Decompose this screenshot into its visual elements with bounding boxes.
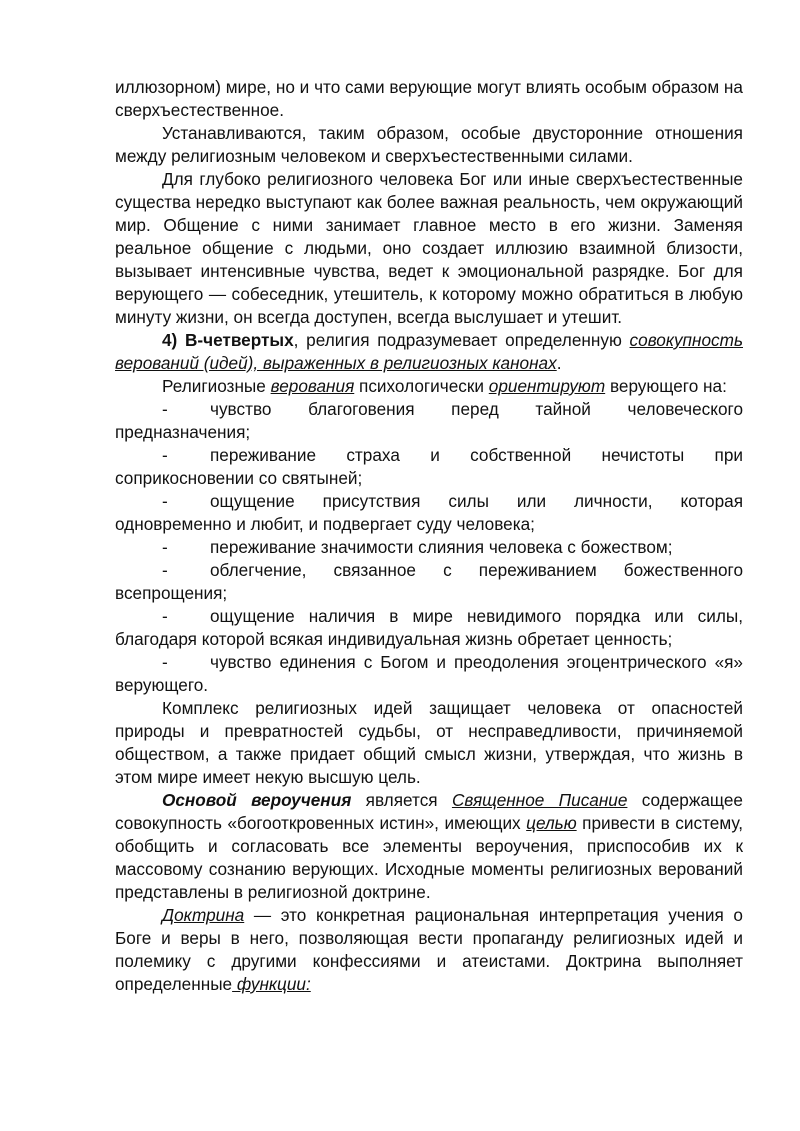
list-dash: -: [162, 445, 168, 465]
list-item: [115, 398, 743, 444]
list-item-text: чувство единения с Богом и преодоления эгоцентрического «я» верующего.: [115, 652, 743, 695]
paragraph-8-link-functions: функции:: [232, 974, 311, 994]
paragraph-7-link-goal: целью: [526, 813, 577, 833]
list-item-text: облегчение, связанное с переживанием божественного всепрощения;: [115, 560, 743, 603]
list-dash: -: [162, 399, 168, 419]
paragraph-4: [115, 329, 743, 375]
paragraph-2: Устанавливаются, таким образом, особые двусторонние отношения между религиозным человеком и сверхъестественными силами.: [115, 123, 743, 166]
paragraph-8-link-doctrine: Доктрина: [162, 905, 245, 925]
list-item: [115, 651, 743, 697]
paragraph-5-link-orient: ориентируют: [488, 376, 606, 396]
list-item: [115, 444, 743, 490]
list-item-text: переживание значимости слияния человека с божеством;: [210, 537, 673, 557]
paragraph-4-text: , религия подразумевает определенную: [293, 330, 630, 350]
paragraph-8-text: — это конкретная рациональная интерпретация учения о Боге и веры в него, позволяющая вести пропаганду религиозных идей и полемику с другими конфессиями и атеистами. Доктрина выполняет определенные: [115, 905, 743, 994]
paragraph-6: Комплекс религиозных идей защищает человека от опасностей природы и превратностей судьбы, от несправедливости, причиняемой обществом, а также придает общий смысл жизни, утверждая, что жизнь в этом мире имеет некую высшую цель.: [115, 698, 743, 787]
list-item: [115, 559, 743, 605]
paragraph-1: иллюзорном) мире, но и что сами верующие могут влиять особым образом на сверхъестественное.: [115, 77, 743, 120]
list-dash: -: [162, 606, 168, 626]
paragraph-7-text-a: является: [351, 790, 452, 810]
list-item-text: чувство благоговения перед тайной человеческого предназначения;: [115, 399, 743, 442]
document-page: [115, 76, 743, 996]
paragraph-7: [115, 789, 743, 904]
list-dash: -: [162, 491, 168, 511]
paragraph-8: [115, 904, 743, 996]
paragraph-4-end: .: [556, 353, 562, 373]
paragraph-3: Для глубоко религиозного человека Бог или иные сверхъестественные существа нередко выступают как более важная реальность, чем окружающий мир. Общение с ними занимает главное место в его жизни. Заменяя реальное общение с людьми, оно создает иллюзию взаимной близости, вызывает интенсивные чувства, ведет к эмоциональной разрядке. Бог для верующего — собеседник, утешитель, к которому можно обратиться в любую минуту жизни, он всегда доступен, всегда выслушает и утешит.: [115, 169, 743, 327]
list-item: [115, 605, 743, 651]
paragraph-5: [115, 375, 743, 398]
paragraph-4-lead: 4) В-четвертых: [162, 330, 294, 350]
list-item-text: ощущение наличия в мире невидимого порядка или силы, благодаря которой всякая индивидуальная жизнь обретает ценность;: [115, 606, 743, 649]
beliefs-list: [115, 398, 743, 697]
list-dash: -: [162, 537, 168, 557]
paragraph-5-text-b: психологически: [354, 376, 489, 396]
list-item-text: переживание страха и собственной нечистоты при соприкосновении со святыней;: [115, 445, 743, 488]
paragraph-7-link-scripture: Священное Писание: [451, 790, 628, 810]
paragraph-5-text-c: верующего на:: [605, 376, 727, 396]
list-item: [115, 490, 743, 536]
paragraph-5-link-beliefs: верования: [270, 376, 355, 396]
paragraph-7-lead: Основой вероучения: [162, 790, 352, 810]
paragraph-7-text-c: привести в систему, обобщить и согласовать все элементы вероучения, приспособив их к массовому сознанию верующих. Исходные моменты религиозных верований представлены в религиозной доктрине.: [115, 813, 743, 902]
paragraph-5-text-a: Религиозные: [162, 376, 271, 396]
list-item-text: ощущение присутствия силы или личности, которая одновременно и любит, и подвергает суду человека;: [115, 491, 743, 534]
list-dash: -: [162, 652, 168, 672]
paragraph-7-text-b: содержащее совокупность «богооткровенных истин», имеющих: [115, 790, 743, 833]
list-dash: -: [162, 560, 168, 580]
paragraph-4-link: совокупность верований (идей), выраженных в религиозных канонах: [115, 330, 743, 373]
list-item: [115, 536, 743, 559]
